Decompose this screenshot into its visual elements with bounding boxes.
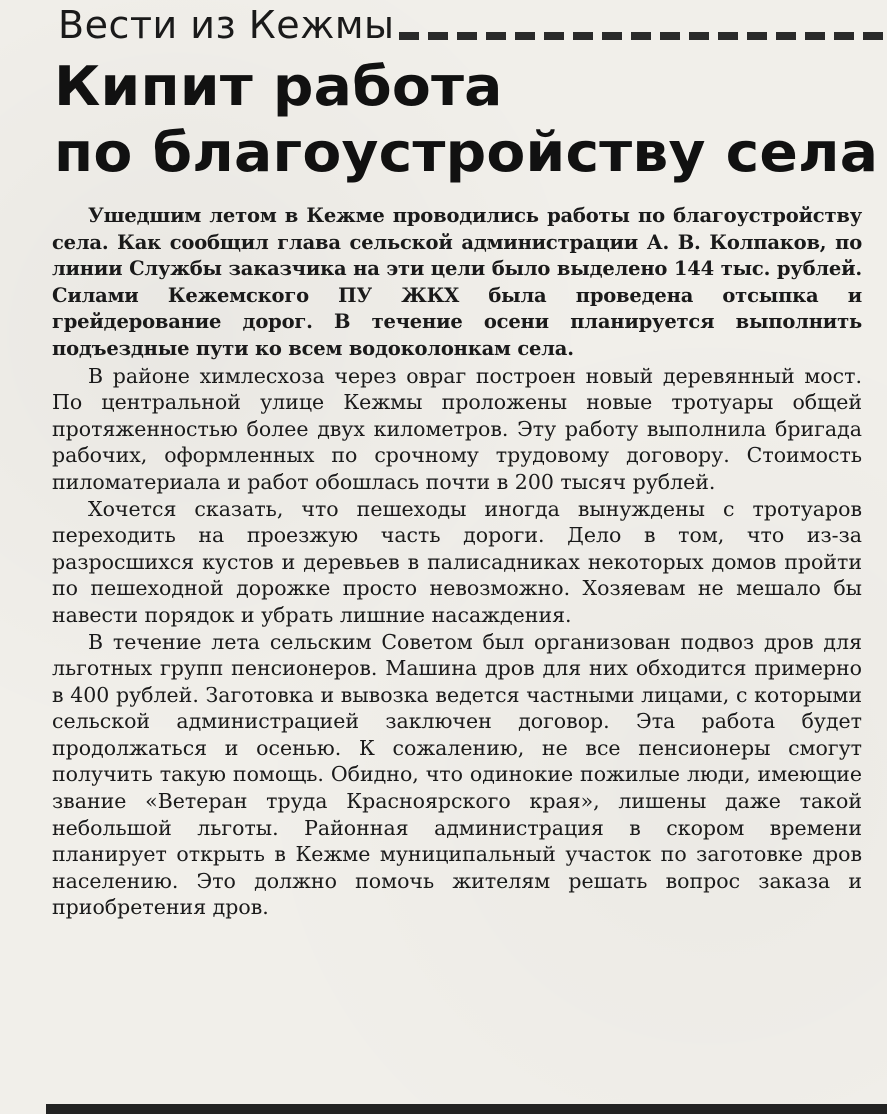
paragraph-pedestrians: Хочется сказать, что пешеходы иногда вынуждены с тротуаров переходить на проезжую часть дороги. Дело в том, что из-за разросшихся кустов и деревьев в палисадниках некоторых домов пройти по пешеходной дорожке просто невозможно. Хозяевам не мешало бы навести порядок и убрать лишние насаждения. [52, 496, 862, 627]
headline-line-1: Кипит работа [54, 55, 503, 118]
headline-line-2: по благоустройству села [54, 121, 879, 184]
article-body [52, 203, 862, 921]
article-headline [54, 54, 878, 186]
rubric-dashed-rule [399, 32, 887, 40]
paragraph-bridge: В районе химлесхоза через овраг построен новый деревянный мост. По центральной улице Кежмы проложены новые тротуары общей протяженностью более двух километров. Эту работу выполнила бригада рабочих, оформленных по срочному трудовому договору. Стоимость пиломатериала и работ обошлась почти в 200 тысяч рублей. [52, 363, 862, 494]
paragraph-firewood: В течение лета сельским Советом был организован подвоз дров для льготных групп пенсионеров. Машина дров для них обходится примерно в 400 рублей. Заготовка и вывозка ведется частными лицами, с которыми сельской администрацией заключен договор. Эта работа будет продолжаться и осенью. К сожалению, не все пенсионеры смогут получить такую помощь. Обидно, что одинокие пожилые люди, имеющие звание «Ветеран труда Красноярского края», лишены даже такой небольшой льготы. Районная администрация в скором времени планирует открыть в Кежме муниципальный участок по заготовке дров населению. Это должно помочь жителям решать вопрос заказа и приобретения дров. [52, 629, 862, 920]
rubric-title: Вести из Кежмы [58, 3, 395, 47]
rubric-header [58, 0, 887, 47]
lead-paragraph: Ушедшим летом в Кежме проводились работы по благоустройству села. Как сообщил глава сельской администрации А. В. Колпаков, по линии Службы заказчика на эти цели было выделено 144 тыс. рублей. Силами Кежемского ПУ ЖКХ была проведена отсыпка и грейдерование дорог. В течение осени планируется выполнить подъездные пути ко всем водоколонкам села. [52, 204, 862, 360]
bottom-rule [46, 1104, 887, 1114]
